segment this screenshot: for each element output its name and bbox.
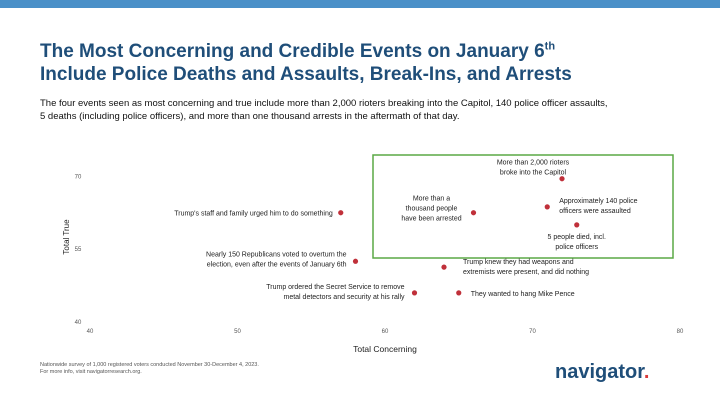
footnote-line-2: For more info, visit navigatorresearch.org.: [40, 369, 142, 375]
point-label-line: extremists were present, and did nothing: [463, 269, 590, 277]
data-point: [559, 176, 564, 181]
chart-points: [338, 176, 579, 295]
point-label-line: Trump ordered the Secret Service to remove: [266, 283, 405, 291]
point-label-line: officers were assaulted: [559, 207, 631, 215]
y-axis-title: Total True: [62, 219, 71, 255]
point-label-line: metal detectors and security at his rally: [283, 293, 405, 301]
point-label-line: Trump knew they had weapons and: [463, 259, 574, 267]
point-label-line: thousand people: [405, 205, 458, 213]
data-point: [353, 259, 358, 264]
point-label-line: Nearly 150 Republicans voted to overturn the: [206, 251, 347, 259]
title-superscript: th: [544, 40, 556, 53]
point-label-line: police officers: [555, 243, 599, 251]
point-label-line: More than 2,000 rioters: [496, 159, 570, 167]
navigator-logo: [555, 361, 649, 384]
point-label-line: Approximately 140 police: [559, 197, 638, 205]
footnote: [40, 362, 259, 376]
data-point: [338, 210, 343, 215]
x-tick-label: 40: [86, 329, 94, 335]
data-point: [574, 222, 579, 227]
point-label: [497, 160, 570, 177]
point-label: [471, 291, 575, 298]
logo-text: navigator: [555, 361, 644, 383]
chart-point-labels: [174, 160, 637, 301]
x-tick-label: 70: [529, 329, 536, 335]
data-point: [441, 265, 446, 270]
point-label-line: They wanted to hang Mike Pence: [470, 290, 575, 298]
point-label: [401, 196, 461, 223]
point-label-line: have been arrested: [401, 215, 462, 223]
title-line-2: Include Police Deaths and Assaults, Break-Ins, and Arrests: [40, 64, 572, 85]
x-axis-title: Total Concerning: [353, 344, 417, 354]
point-label: [174, 211, 333, 218]
subtitle-line-1: The four events seen as most concerning and true include more than 2,000 rioters breaking into the Capitol, 140 police officer assaults,: [40, 98, 608, 109]
x-tick-label: 50: [234, 329, 241, 335]
point-label: [548, 234, 606, 251]
point-label-line: election, even after the events of January 6th: [206, 261, 347, 269]
x-tick-label: 60: [381, 329, 389, 335]
data-point: [456, 290, 461, 295]
subtitle-line-2: 5 deaths (including police officers), and more than one thousand arrests in the aftermath of that day.: [40, 111, 460, 122]
y-tick-label: 70: [74, 174, 82, 181]
y-tick-label: 55: [74, 247, 82, 254]
footnote-line-1: Nationwide survey of 1,000 registered voters conducted November 30-December 4, 2023.: [40, 362, 259, 368]
x-tick-label: 80: [676, 329, 684, 335]
point-label-line: More than a: [412, 195, 451, 203]
data-point: [412, 290, 417, 295]
data-point: [545, 204, 550, 209]
point-label-line: Trump's staff and family urged him to do something: [174, 210, 333, 218]
point-label: [266, 284, 405, 301]
point-label-line: 5 people died, incl.: [547, 233, 606, 241]
y-tick-label: 40: [74, 320, 82, 326]
logo-dot: .: [643, 361, 650, 383]
point-label: [559, 198, 637, 215]
point-label: [463, 259, 589, 276]
point-label: [206, 251, 347, 268]
title-line-1: The Most Concerning and Credible Events on January 6: [40, 41, 545, 62]
data-point: [471, 210, 476, 215]
point-label-line: broke into the Capitol: [499, 169, 567, 177]
